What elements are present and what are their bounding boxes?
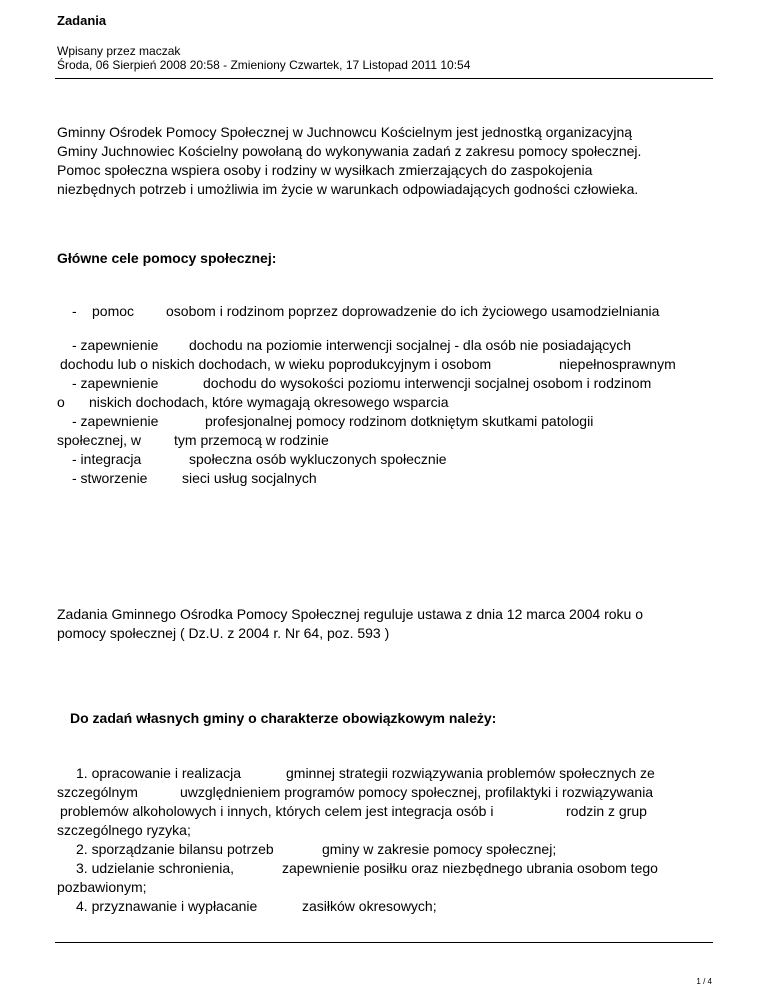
goal-dash: - [72, 303, 77, 319]
goal-key: pomoc [92, 303, 135, 319]
duty-line-b: rodzin z grup [566, 803, 647, 819]
duty-line-a: 4. przyznawanie i wypłacanie [76, 898, 258, 914]
intro-line: niezbędnych potrzeb i umożliwia im życie w warunkach odpowiadających godności człowieka. [57, 181, 639, 197]
intro-paragraph [57, 123, 641, 199]
page-number: 1 / 4 [696, 977, 712, 986]
duty-line-b: zapewnienie posiłku oraz niezbędnego ubrania osobom tego [282, 860, 658, 876]
footer-divider [55, 942, 713, 943]
goal-line-a: - zapewnienie [72, 375, 159, 391]
goal-line-b: dochodu do wysokości poziomu interwencji socjalnej osobom i rodzinom [203, 375, 652, 391]
duty-line-a: 3. udzielanie schronienia, [76, 860, 234, 876]
goal-line-b: niskich dochodach, które wymagają okresowego wsparcia [89, 394, 449, 410]
goal-line-a: społecznej, w [57, 432, 142, 448]
duty-line-a: pozbawionym; [57, 879, 147, 895]
goal-line-b: dochodu na poziomie interwencji socjalnej - dla osób nie posiadających [189, 337, 632, 353]
intro-line: Gminny Ośrodek Pomocy Społecznej w Juchnowcu Kościelnym jest jednostką organizacyjną [57, 124, 633, 140]
law-line: pomocy społecznej ( Dz.U. z 2004 r. Nr 64, poz. 593 ) [57, 625, 390, 641]
header-divider [55, 78, 713, 79]
goal-line-a: o [57, 394, 65, 410]
duty-line-b: uwzględnieniem programów pomocy społecznej, profilaktyki i rozwiązywania [180, 784, 654, 800]
dates-line: Środa, 06 Sierpień 2008 20:58 - Zmieniony Czwartek, 17 Listopad 2011 10:54 [57, 58, 471, 72]
duty-line-a: szczególnego ryzyka; [57, 822, 191, 838]
goal-text: osobom i rodzinom poprzez doprowadzenie do ich życiowego usamodzielniania [166, 303, 660, 319]
goal-line-b: społeczna osób wykluczonych społecznie [189, 451, 447, 467]
duty-line-a: 1. opracowanie i realizacja [76, 765, 241, 781]
goal-line-a: - stworzenie [72, 470, 148, 486]
goal-line-a: - integracja [72, 451, 142, 467]
author-line: Wpisany przez maczak [57, 44, 181, 58]
duty-line-a: problemów alkoholowych i innych, których celem jest integracja osób i [60, 803, 494, 819]
duty-line-b: gminnej strategii rozwiązywania problemów społecznych ze [286, 765, 655, 781]
goal-line-b: profesjonalnej pomocy rodzinom dotkniętym skutkami patologii [205, 413, 594, 429]
goal-line-a: - zapewnienie [72, 337, 159, 353]
goal-line-a: - zapewnienie [72, 413, 159, 429]
duty-line-a: szczególnym [57, 784, 138, 800]
goal-line-b: niepełnosprawnym [559, 356, 676, 372]
duty-line-b: gminy w zakresie pomocy społecznej; [322, 841, 557, 857]
intro-line: Gminy Juchnowiec Kościelny powołaną do wykonywania zadań z zakresu pomocy społecznej. [57, 143, 642, 159]
goal-line-b: tym przemocą w rodzinie [174, 432, 329, 448]
intro-line: Pomoc społeczna wspiera osoby i rodziny w wysiłkach zmierzających do zaspokojenia [57, 162, 593, 178]
goal-line-b: sieci usług socjalnych [182, 470, 317, 486]
law-line: Zadania Gminnego Ośrodka Pomocy Społecznej reguluje ustawa z dnia 12 marca 2004 roku o [57, 606, 643, 622]
goal-line-a: dochodu lub o niskich dochodach, w wieku poprodukcyjnym i osobom [60, 356, 492, 372]
goals-heading: Główne cele pomocy społecznej: [57, 250, 277, 266]
duty-line-b: zasiłków okresowych; [302, 898, 437, 914]
law-paragraph [57, 605, 643, 643]
duties-heading: Do zadań własnych gminy o charakterze obowiązkowym należy: [70, 710, 497, 726]
duty-line-a: 2. sporządzanie bilansu potrzeb [76, 841, 274, 857]
page-title: Zadania [57, 13, 107, 28]
